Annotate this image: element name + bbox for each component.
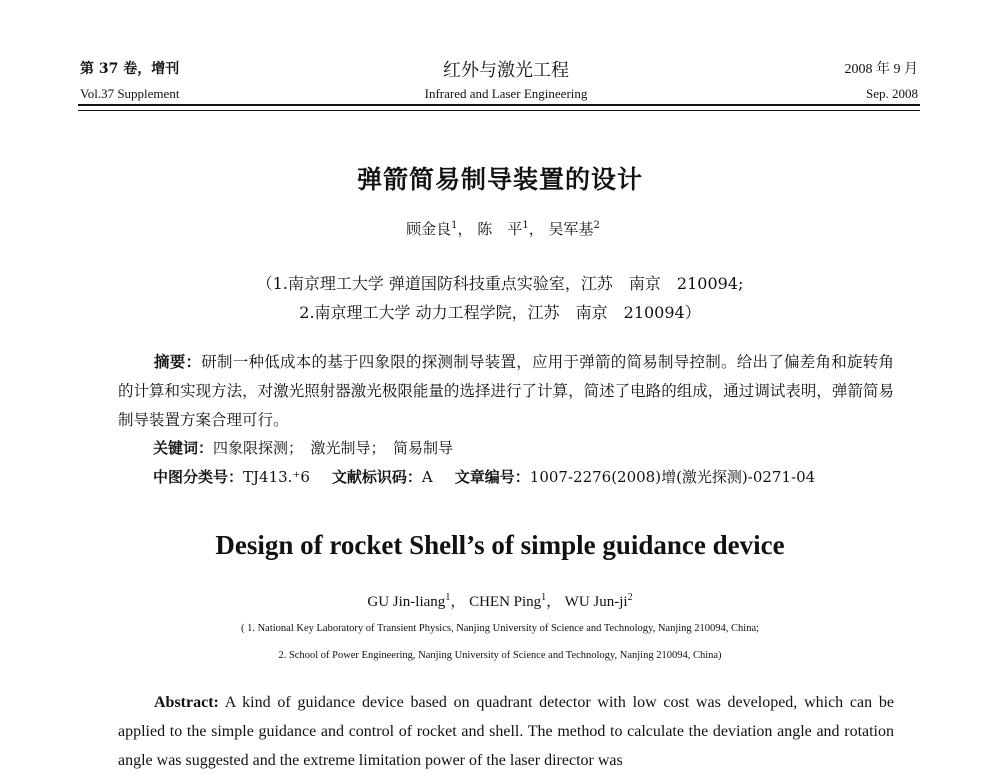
affiliation-en-1: ( 1. National Key Laboratory of Transient Physics, Nanjing University of Science and Technology, Nanjing 210094, China; xyxy=(240,623,760,634)
header-date-cn: 2008 年 9 月 xyxy=(844,62,918,77)
author-affil-mark: 1 xyxy=(445,592,451,603)
classification-line xyxy=(153,466,815,487)
keywords-label: 关键词： xyxy=(153,439,214,457)
author-name: 顾金良 xyxy=(406,220,452,238)
doc-code-value: A xyxy=(421,468,433,486)
abstract-label-cn: 摘要： xyxy=(154,353,202,371)
author-name: 吴军基 xyxy=(548,220,594,238)
keywords-cn xyxy=(153,437,453,458)
header-journal-en: Infrared and Laser Engineering xyxy=(424,86,588,101)
paper-title-en: Design of rocket Shell’s of simple guidance device xyxy=(215,530,785,560)
author-separator: ， xyxy=(528,220,544,238)
author-list-cn xyxy=(0,218,1000,239)
author-name: WU Jun-ji xyxy=(564,594,628,610)
author-name: 陈 平 xyxy=(477,220,523,238)
author-separator: ， xyxy=(457,220,473,238)
abstract-en xyxy=(118,688,894,775)
affiliation-en-2: 2. School of Power Engineering, Nanjing University of Science and Technology, Nanjing 210094, China) xyxy=(278,650,722,661)
author-affil-mark: 1 xyxy=(451,220,458,231)
paper-title-cn: 弹箭简易制导装置的设计 xyxy=(356,165,643,194)
doc-code-label: 文献标识码： xyxy=(331,468,422,486)
author-separator: ， xyxy=(546,594,562,610)
author-separator: ， xyxy=(450,594,466,610)
header-volume-cn: 第 37 卷，增刊 xyxy=(80,61,180,77)
affiliation-cn-2: 2.南京理工大学 动力工程学院，江苏 南京 210094） xyxy=(299,303,701,322)
author-affil-mark: 1 xyxy=(522,220,529,231)
author-name: GU Jin-liang xyxy=(367,594,446,610)
clc-value: TJ413.⁺6 xyxy=(243,468,310,486)
article-no-label: 文章编号： xyxy=(454,468,530,486)
abstract-text-en: A kind of guidance device based on quadrant detector with low cost was developed, which can be applied to the simple guidance and control of rocket and shell. The method to calculate the deviation angle and rotation angle was suggested and the extreme limitation power of the laser director was xyxy=(118,694,894,769)
author-affil-mark: 1 xyxy=(541,592,547,603)
header-rule-thin xyxy=(78,110,920,111)
author-list-en xyxy=(0,590,1000,611)
abstract-text-cn: 研制一种低成本的基于四象限的探测制导装置，应用于弹箭的简易制导控制。给出了偏差角和旋转角的计算和实现方法，对激光照射器激光极限能量的选择进行了计算，简述了电路的组成，通过调试表明，弹箭简易制导装置方案合理可行。 xyxy=(118,353,894,429)
author-affil-mark: 2 xyxy=(627,592,633,603)
affiliation-cn-1: （1.南京理工大学 弹道国防科技重点实验室，江苏 南京 210094; xyxy=(256,274,744,293)
abstract-label-en: Abstract: xyxy=(154,694,219,711)
header-rule-thick xyxy=(78,104,920,106)
clc-label: 中图分类号： xyxy=(153,468,244,486)
keywords-text: 四象限探测； 激光制导； 简易制导 xyxy=(213,439,454,457)
author-affil-mark: 2 xyxy=(593,220,600,231)
header-volume-en: Vol.37 Supplement xyxy=(80,86,180,101)
author-name: CHEN Ping xyxy=(469,594,542,610)
article-no-value: 1007-2276(2008)增(激光探测)-0271-04 xyxy=(529,468,816,486)
header-journal-cn: 红外与激光工程 xyxy=(443,60,569,81)
header-date-en: Sep. 2008 xyxy=(866,86,918,101)
abstract-cn xyxy=(118,348,894,435)
